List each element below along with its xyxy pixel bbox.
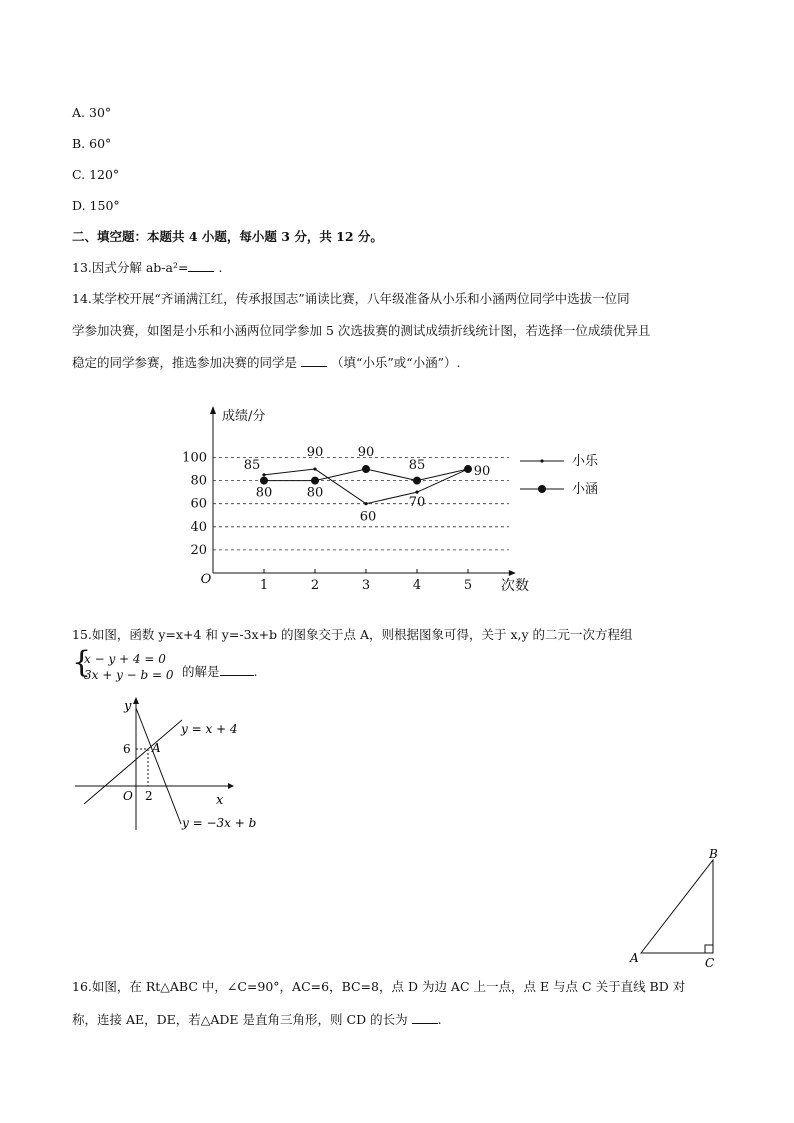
- data-label: 85: [408, 457, 426, 473]
- data-label: 85: [243, 457, 261, 473]
- y-tick-label: 60: [190, 496, 207, 512]
- option-letter: C.: [72, 167, 86, 182]
- y-axis-label: y: [124, 699, 132, 714]
- series-xiaohan-point: [362, 465, 370, 473]
- q16-line2: [72, 1011, 442, 1029]
- point-a-label: A: [152, 741, 161, 755]
- y-axis-arrow: [210, 406, 216, 414]
- x-tick-label: 5: [463, 578, 473, 593]
- option-text: 60°: [89, 136, 112, 151]
- option-text: 120°: [89, 167, 120, 182]
- right-angle-mark: [705, 945, 713, 953]
- x-tick-label: 4: [412, 578, 422, 593]
- data-label: 90: [306, 445, 324, 461]
- x-axis-title: 次数: [501, 578, 529, 594]
- option-letter: A.: [72, 105, 86, 120]
- section-rule: 本题共 4 小题，每小题 3 分，共 12 分。: [147, 229, 383, 244]
- x-axis-arrow: [509, 570, 516, 576]
- x-axis-arrow: [228, 783, 234, 789]
- x-tick-label: 2: [310, 578, 320, 593]
- system-brace: {: [72, 645, 92, 680]
- x-tick-label: 1: [259, 578, 269, 593]
- q14-line1: 14.某学校开展“齐诵满江红，传承报国志”诵读比赛，八年级准备从小乐和小涵两位同学中选拔一位同: [72, 291, 630, 306]
- series-xiaole-line: [264, 469, 468, 504]
- x-axis-label: x: [216, 793, 224, 808]
- origin-label: O: [123, 789, 133, 803]
- triangle-figure: [625, 845, 735, 975]
- data-label: 90: [357, 445, 375, 461]
- q14-line3-text: 稳定的同学参赛，推选参加决赛的同学是: [72, 355, 298, 370]
- q14-line2: 学参加决赛，如图是小乐和小涵两位同学参加 5 次选拔赛的测试成绩折线统计图，若选择一位成绩优异且: [72, 323, 651, 338]
- y-tick-label: 100: [182, 450, 207, 466]
- legend-xiaole-label: 小乐: [572, 454, 599, 469]
- y-tick-label: 40: [190, 519, 207, 535]
- answer-blank[interactable]: [220, 663, 254, 676]
- series-xiaohan-point: [413, 477, 421, 485]
- legend-xiaole-marker: [540, 459, 543, 462]
- series-xiaole-point: [364, 502, 367, 505]
- triangle-abc: [641, 860, 713, 953]
- equation-1: x − y + 4 = 0: [84, 652, 166, 666]
- y-tick-label: 80: [190, 473, 207, 489]
- answer-blank[interactable]: [412, 1011, 438, 1024]
- series-xiaohan-point: [464, 465, 472, 473]
- vertex-a-label: A: [630, 951, 639, 965]
- chart-root: [182, 406, 599, 594]
- data-label: 80: [255, 485, 273, 501]
- q15-line1: 15.如图，函数 y=x+4 和 y=-3x+b 的图象交于点 A，则根据图象可得，关于 x,y 的二元一次方程组: [72, 627, 633, 642]
- option-text: 150°: [89, 198, 120, 213]
- data-label: 80: [306, 485, 324, 501]
- q16-line2-tail: .: [437, 1012, 442, 1027]
- q16-line1: 16.如图，在 Rt△ABC 中，∠C=90°，AC=6，BC=8，点 D 为边 AC 上一点，点 E 与点 C 关于直线 BD 对: [72, 979, 686, 994]
- series-xiaohan-point: [311, 477, 319, 485]
- q15-tail: [182, 662, 258, 680]
- vertex-c-label: C: [705, 956, 715, 970]
- equation-2: 3x + y − b = 0: [84, 668, 174, 682]
- tick-x-label: 2: [145, 789, 153, 803]
- data-label: 60: [359, 509, 377, 525]
- line-y-x-plus-4: [84, 720, 182, 804]
- legend-xiaohan-label: 小涵: [572, 482, 599, 497]
- q15-tail-text: 的解是: [182, 664, 220, 679]
- function-graph: [60, 690, 260, 840]
- section-prefix: 二、填空题：: [72, 229, 148, 244]
- series-xiaole-point: [262, 473, 265, 476]
- y-axis-title: 成绩/分: [222, 409, 266, 424]
- legend-xiaohan-marker: [538, 485, 546, 493]
- q13-tail: .: [218, 260, 223, 275]
- series-xiaole-point: [415, 491, 418, 494]
- series-xiaole-point: [313, 467, 316, 470]
- data-label: 90: [473, 464, 491, 480]
- series-xiaohan-point: [260, 477, 268, 485]
- vertex-b-label: B: [709, 847, 718, 861]
- x-tick-label: 3: [361, 578, 371, 593]
- line-y-minus-3x-plus-b: [136, 708, 181, 824]
- option-letter: B.: [72, 136, 86, 151]
- y-tick-label: 20: [190, 542, 207, 558]
- q13-text: 13.因式分解 ab-a²=: [72, 260, 189, 275]
- tick-y-label: 6: [123, 742, 131, 756]
- origin-label: O: [200, 572, 212, 587]
- line2-label: y = −3x + b: [182, 816, 257, 830]
- q15-tail-end: .: [253, 664, 258, 679]
- data-label: 70: [408, 495, 426, 511]
- option-letter: D.: [72, 198, 86, 213]
- option-text: 30°: [89, 105, 112, 120]
- q14-line3-tail: （填“小乐”或“小涵”）.: [330, 355, 461, 370]
- y-axis-arrow: [133, 697, 139, 704]
- line1-label: y = x + 4: [181, 722, 238, 736]
- q16-line2-text: 称，连接 AE，DE，若△ADE 是直角三角形，则 CD 的长为: [72, 1012, 408, 1027]
